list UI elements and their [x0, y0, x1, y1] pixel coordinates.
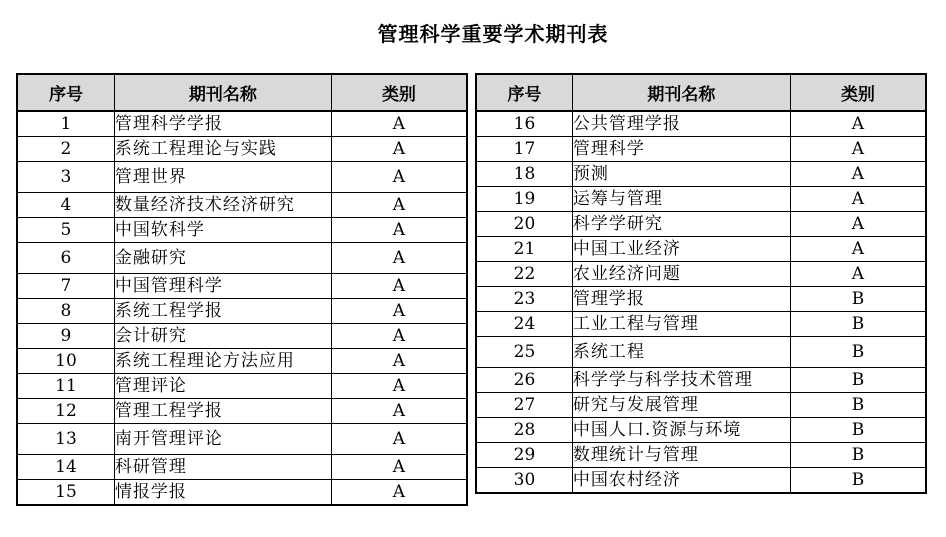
journal-table-right	[475, 73, 927, 494]
column-header-number: 序号	[476, 74, 572, 111]
table-header-row	[17, 74, 467, 111]
table-row	[17, 349, 467, 374]
row-number: 2	[17, 137, 114, 162]
row-number: 12	[17, 399, 114, 424]
row-number: 3	[17, 162, 114, 193]
table-row	[476, 312, 926, 337]
journal-category: A	[331, 399, 467, 424]
table-row	[17, 193, 467, 218]
journal-category: B	[790, 287, 926, 312]
journal-category: B	[790, 443, 926, 468]
journal-category: B	[790, 312, 926, 337]
journal-name: 研究与发展管理	[572, 393, 790, 418]
journal-name: 管理学报	[572, 287, 790, 312]
table-row	[476, 443, 926, 468]
row-number: 25	[476, 337, 572, 368]
journal-category: A	[331, 349, 467, 374]
journal-category: A	[790, 262, 926, 287]
page-title: 管理科学重要学术期刊表	[377, 22, 609, 46]
table-row	[17, 111, 467, 137]
journal-category: A	[331, 324, 467, 349]
table-row	[476, 393, 926, 418]
row-number: 18	[476, 162, 572, 187]
table-row	[476, 237, 926, 262]
journal-category: B	[790, 418, 926, 443]
table-row	[476, 468, 926, 494]
journal-name: 科研管理	[114, 455, 331, 480]
row-number: 11	[17, 374, 114, 399]
table-row	[476, 262, 926, 287]
row-number: 9	[17, 324, 114, 349]
row-number: 1	[17, 111, 114, 137]
journal-category: A	[331, 218, 467, 243]
journal-name: 管理科学	[572, 137, 790, 162]
journal-category: A	[790, 237, 926, 262]
journal-name: 预测	[572, 162, 790, 187]
journal-category: A	[331, 137, 467, 162]
row-number: 5	[17, 218, 114, 243]
table-row	[17, 399, 467, 424]
journal-category: A	[331, 274, 467, 299]
row-number: 17	[476, 137, 572, 162]
table-row	[17, 162, 467, 193]
row-number: 30	[476, 468, 572, 494]
row-number: 4	[17, 193, 114, 218]
journal-name: 会计研究	[114, 324, 331, 349]
journal-name: 数量经济技术经济研究	[114, 193, 331, 218]
journal-category: A	[790, 111, 926, 137]
row-number: 22	[476, 262, 572, 287]
table-row	[17, 299, 467, 324]
table-header-row	[476, 74, 926, 111]
row-number: 19	[476, 187, 572, 212]
journal-name: 系统工程学报	[114, 299, 331, 324]
journal-name: 南开管理评论	[114, 424, 331, 455]
table-row	[17, 424, 467, 455]
row-number: 15	[17, 480, 114, 506]
journal-name: 情报学报	[114, 480, 331, 506]
journal-category: B	[790, 468, 926, 494]
journal-name: 数理统计与管理	[572, 443, 790, 468]
journal-category: A	[331, 299, 467, 324]
journal-name: 金融研究	[114, 243, 331, 274]
column-header-name: 期刊名称	[572, 74, 790, 111]
column-header-category: 类别	[790, 74, 926, 111]
journal-name: 管理科学学报	[114, 111, 331, 137]
row-number: 27	[476, 393, 572, 418]
journal-name: 中国农村经济	[572, 468, 790, 494]
row-number: 14	[17, 455, 114, 480]
row-number: 8	[17, 299, 114, 324]
journal-category: A	[331, 193, 467, 218]
table-row	[17, 137, 467, 162]
table-row	[476, 368, 926, 393]
journal-name: 运筹与管理	[572, 187, 790, 212]
table-row	[17, 274, 467, 299]
row-number: 10	[17, 349, 114, 374]
journal-name: 中国工业经济	[572, 237, 790, 262]
table-row	[476, 137, 926, 162]
journal-name: 系统工程	[572, 337, 790, 368]
table-row	[17, 455, 467, 480]
row-number: 26	[476, 368, 572, 393]
row-number: 23	[476, 287, 572, 312]
journal-category: A	[790, 212, 926, 237]
table-row	[476, 162, 926, 187]
journal-category: A	[790, 162, 926, 187]
table-row	[476, 187, 926, 212]
journal-name: 中国管理科学	[114, 274, 331, 299]
journal-name: 公共管理学报	[572, 111, 790, 137]
journal-category: B	[790, 337, 926, 368]
row-number: 28	[476, 418, 572, 443]
journal-category: A	[331, 455, 467, 480]
journal-category: A	[790, 187, 926, 212]
journal-name: 工业工程与管理	[572, 312, 790, 337]
row-number: 21	[476, 237, 572, 262]
column-header-category: 类别	[331, 74, 467, 111]
journal-name: 中国人口.资源与环境	[572, 418, 790, 443]
journal-category: B	[790, 393, 926, 418]
table-row	[17, 218, 467, 243]
journal-category: A	[331, 374, 467, 399]
row-number: 13	[17, 424, 114, 455]
table-row	[17, 480, 467, 506]
journal-category: A	[331, 480, 467, 506]
column-header-name: 期刊名称	[114, 74, 331, 111]
journal-name: 系统工程理论方法应用	[114, 349, 331, 374]
journal-category: A	[331, 243, 467, 274]
row-number: 6	[17, 243, 114, 274]
journal-category: B	[790, 368, 926, 393]
table-row	[476, 287, 926, 312]
journal-category: A	[331, 162, 467, 193]
table-row	[476, 212, 926, 237]
journal-table-left	[16, 73, 468, 506]
journal-name: 管理世界	[114, 162, 331, 193]
row-number: 16	[476, 111, 572, 137]
table-row	[476, 337, 926, 368]
table-row	[17, 374, 467, 399]
table-row	[476, 418, 926, 443]
column-header-number: 序号	[17, 74, 114, 111]
journal-category: A	[331, 424, 467, 455]
journal-category: A	[331, 111, 467, 137]
journal-name: 农业经济问题	[572, 262, 790, 287]
journal-name: 系统工程理论与实践	[114, 137, 331, 162]
row-number: 20	[476, 212, 572, 237]
journal-category: A	[790, 137, 926, 162]
table-row	[17, 324, 467, 349]
table-row	[17, 243, 467, 274]
journal-name: 管理评论	[114, 374, 331, 399]
journal-name: 管理工程学报	[114, 399, 331, 424]
table-row	[476, 111, 926, 137]
journal-name: 科学学与科学技术管理	[572, 368, 790, 393]
row-number: 7	[17, 274, 114, 299]
row-number: 29	[476, 443, 572, 468]
journal-name: 中国软科学	[114, 218, 331, 243]
journal-name: 科学学研究	[572, 212, 790, 237]
row-number: 24	[476, 312, 572, 337]
